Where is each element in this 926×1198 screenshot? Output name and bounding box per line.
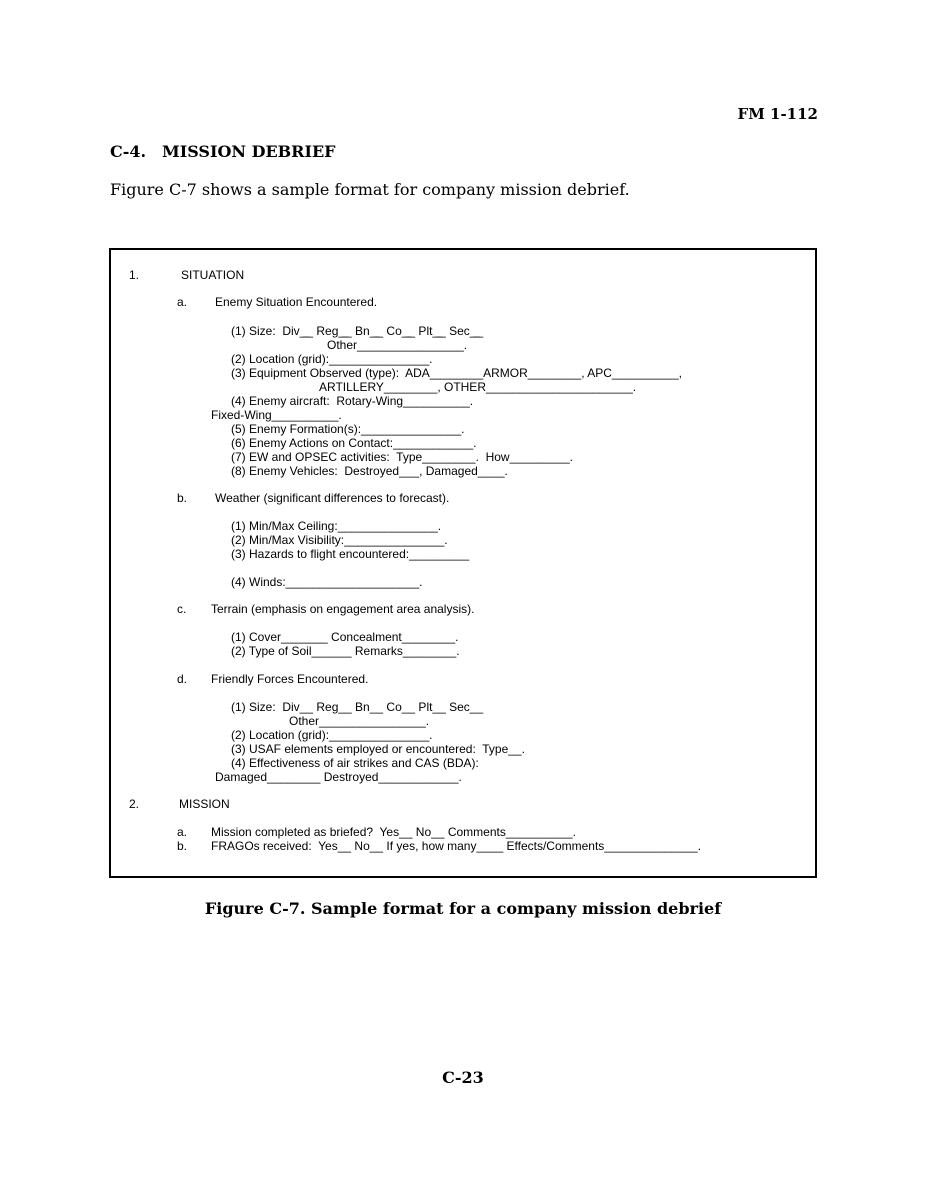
form-line: Mission completed as briefed? Yes__ No__ Comments__________. (211, 825, 576, 839)
form-line: (6) Enemy Actions on Contact:____________. (231, 436, 477, 450)
form-line: (2) Min/Max Visibility:_______________. (231, 533, 448, 547)
debrief-form (109, 248, 817, 878)
form-line: (4) Winds:____________________. (231, 575, 423, 589)
form-line: (2) Location (grid):_______________. (231, 728, 433, 742)
subitem-letter: a. (177, 295, 188, 309)
section-title (110, 142, 336, 161)
form-line: Other________________. (327, 338, 468, 352)
subitem-letter: b. (177, 839, 188, 853)
section-title-text: MISSION DEBRIEF (162, 142, 336, 161)
form-line: (7) EW and OPSEC activities: Type________. How_________. (231, 450, 573, 464)
subitem-letter: a. (177, 825, 188, 839)
form-line: (1) Min/Max Ceiling:_______________. (231, 519, 442, 533)
form-line: (1) Size: Div__ Reg__ Bn__ Co__ Plt__ Sec__ (231, 700, 484, 714)
subitem-heading: Friendly Forces Encountered. (211, 672, 369, 686)
form-line: (3) Hazards to flight encountered:_________ (231, 547, 470, 561)
subitem-letter: b. (177, 491, 188, 505)
item-number: 2. (129, 797, 140, 811)
form-line: (1) Size: Div_̲_ Reg_̲_ Bn_̲_ Co_̲_ Plt_̲_ Sec_̲_ (231, 324, 484, 338)
form-line: (4) Effectiveness of air strikes and CAS (BDA): (231, 756, 479, 770)
page-header-id: FM 1-112 (737, 105, 818, 123)
item-heading: MISSION (179, 797, 230, 811)
form-line: (3) Equipment Observed (type): ADA________ARMOR________, APC__________, (231, 366, 682, 380)
form-line: ARTILLERY________, OTHER______________________. (319, 380, 637, 394)
form-line: Fixed-Wing__________. (211, 408, 342, 422)
figure-caption: Figure C-7. Sample format for a company mission debrief (204, 899, 722, 918)
form-line: FRAGOs received: Yes__ No__ If yes, how many____ Effects/Comments______________. (211, 839, 702, 853)
subitem-heading: Terrain (emphasis on engagement area analysis). (211, 602, 475, 616)
form-line: (2) Type of Soil______ Remarks________. (231, 644, 460, 658)
form-line: (2) Location (grid):_______________. (231, 352, 433, 366)
item-heading: SITUATION (181, 268, 245, 282)
form-line: Damaged________ Destroyed____________. (215, 770, 462, 784)
subitem-letter: d. (177, 672, 188, 686)
intro-paragraph: Figure C-7 shows a sample format for company mission debrief. (110, 180, 630, 199)
item-number: 1. (129, 268, 140, 282)
form-line: (3) USAF elements employed or encountered: Type__. (231, 742, 525, 756)
subitem-letter: c. (177, 602, 187, 616)
form-line: (1) Cover_______ Concealment________. (231, 630, 459, 644)
section-number: C-4. (110, 142, 147, 161)
form-line: (5) Enemy Formation(s):_______________. (231, 422, 465, 436)
page-number: C-23 (442, 1068, 484, 1087)
form-line: Other________________. (289, 714, 430, 728)
subitem-heading: Enemy Situation Encountered. (215, 295, 378, 309)
subitem-heading: Weather (significant differences to forecast). (215, 491, 450, 505)
form-line: (8) Enemy Vehicles: Destroyed___, Damaged____. (231, 464, 508, 478)
form-line: (4) Enemy aircraft: Rotary-Wing__________. (231, 394, 474, 408)
